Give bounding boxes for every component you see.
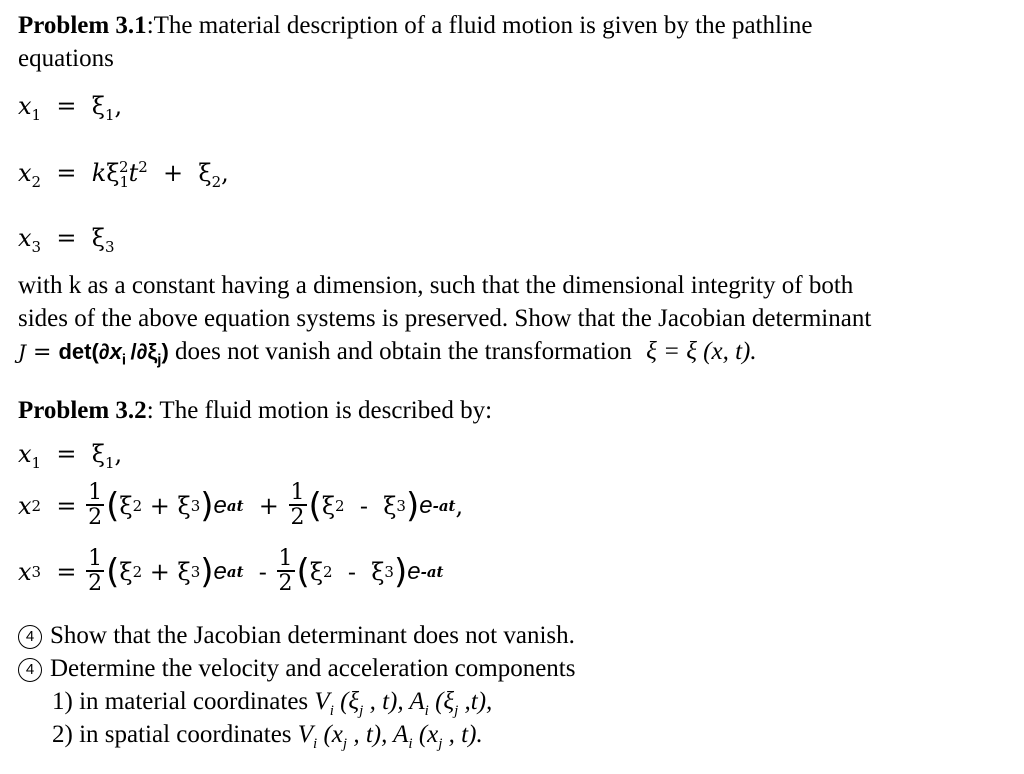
jacobian-expression: J bbox=[18, 340, 27, 364]
problem-3-1-body-line3: $J = \det(\partial x_i$ $/\partial\xi_j$) does not vanish and obtain the transformation ξ = ξ (x, t). bbox=[18, 338, 757, 369]
problem-3-2-item-2-text: Determine the velocity and acceleration components bbox=[50, 655, 576, 682]
problem-3-1-body-line3-text: does not vanish and obtain the transformation bbox=[175, 338, 632, 365]
spatial-coordinates-expression: $V_i$ ($x_j$ , t), $A_i$ ($x_j$ , t). bbox=[297, 721, 483, 752]
problem-3-1-intro: :The material description of a fluid motion is given by the pathline bbox=[146, 12, 813, 39]
subitem-1-text: 1) in material coordinates bbox=[52, 688, 309, 715]
equation-3-2-x1: $x_1 = \xi_1$, bbox=[18, 440, 123, 472]
subitem-2-text: 2) in spatial coordinates bbox=[52, 721, 292, 748]
circled-number-icon: 4 bbox=[18, 625, 42, 649]
problem-3-1-title: Problem 3.1 bbox=[18, 12, 147, 39]
problem-3-2-item-1 bbox=[18, 620, 575, 652]
problem-3-2-subitem-2 bbox=[52, 719, 483, 760]
problem-3-2-item-2 bbox=[18, 653, 575, 685]
circled-number-icon: 4 bbox=[18, 658, 42, 682]
equation-x3: $x_3 = \xi_3$ bbox=[18, 224, 115, 256]
problem-3-2-heading-line bbox=[18, 395, 492, 427]
problem-3-2-intro: : The fluid motion is described by: bbox=[146, 397, 493, 424]
equation-3-2-x2: x 2 = $\frac{1}{2}$ ( ξ 2 + ξ 3 ) e at + $\frac{1}{2}$ ( ξ 2 - ξ 3 ) e -at , bbox=[18, 480, 464, 530]
problem-3-1-body-line2: sides of the above equation systems is preserved. Show that the Jacobian determinant bbox=[18, 305, 872, 332]
problem-3-1-heading-line bbox=[18, 10, 813, 42]
problem-3-1-intro-line2: equations bbox=[18, 45, 114, 72]
transformation-expression: ξ = ξ (x, t). bbox=[646, 338, 757, 365]
equation-x1: $x_1 = \xi_1$, bbox=[18, 92, 123, 124]
problem-3-2-item-1-text: Show that the Jacobian determinant does not vanish. bbox=[50, 622, 575, 649]
equation-3-2-x3: x 3 = $\frac{1}{2}$ ( ξ 2 + ξ 3 ) e at - $\frac{1}{2}$ ( ξ 2 - ξ 3 ) e -at bbox=[18, 546, 444, 596]
equation-x2: $x_2 = k\xi_1^2t^2 + \xi_2$, bbox=[18, 158, 229, 191]
problem-3-2-title: Problem 3.2 bbox=[18, 397, 147, 424]
material-coordinates-expression: $V_i$ ($\xi_j$ , t), $A_i$ ($\xi_j$ ,t), bbox=[314, 688, 493, 719]
problem-3-1-body-line1: with k as a constant having a dimension, such that the dimensional integrity of both bbox=[18, 272, 854, 299]
